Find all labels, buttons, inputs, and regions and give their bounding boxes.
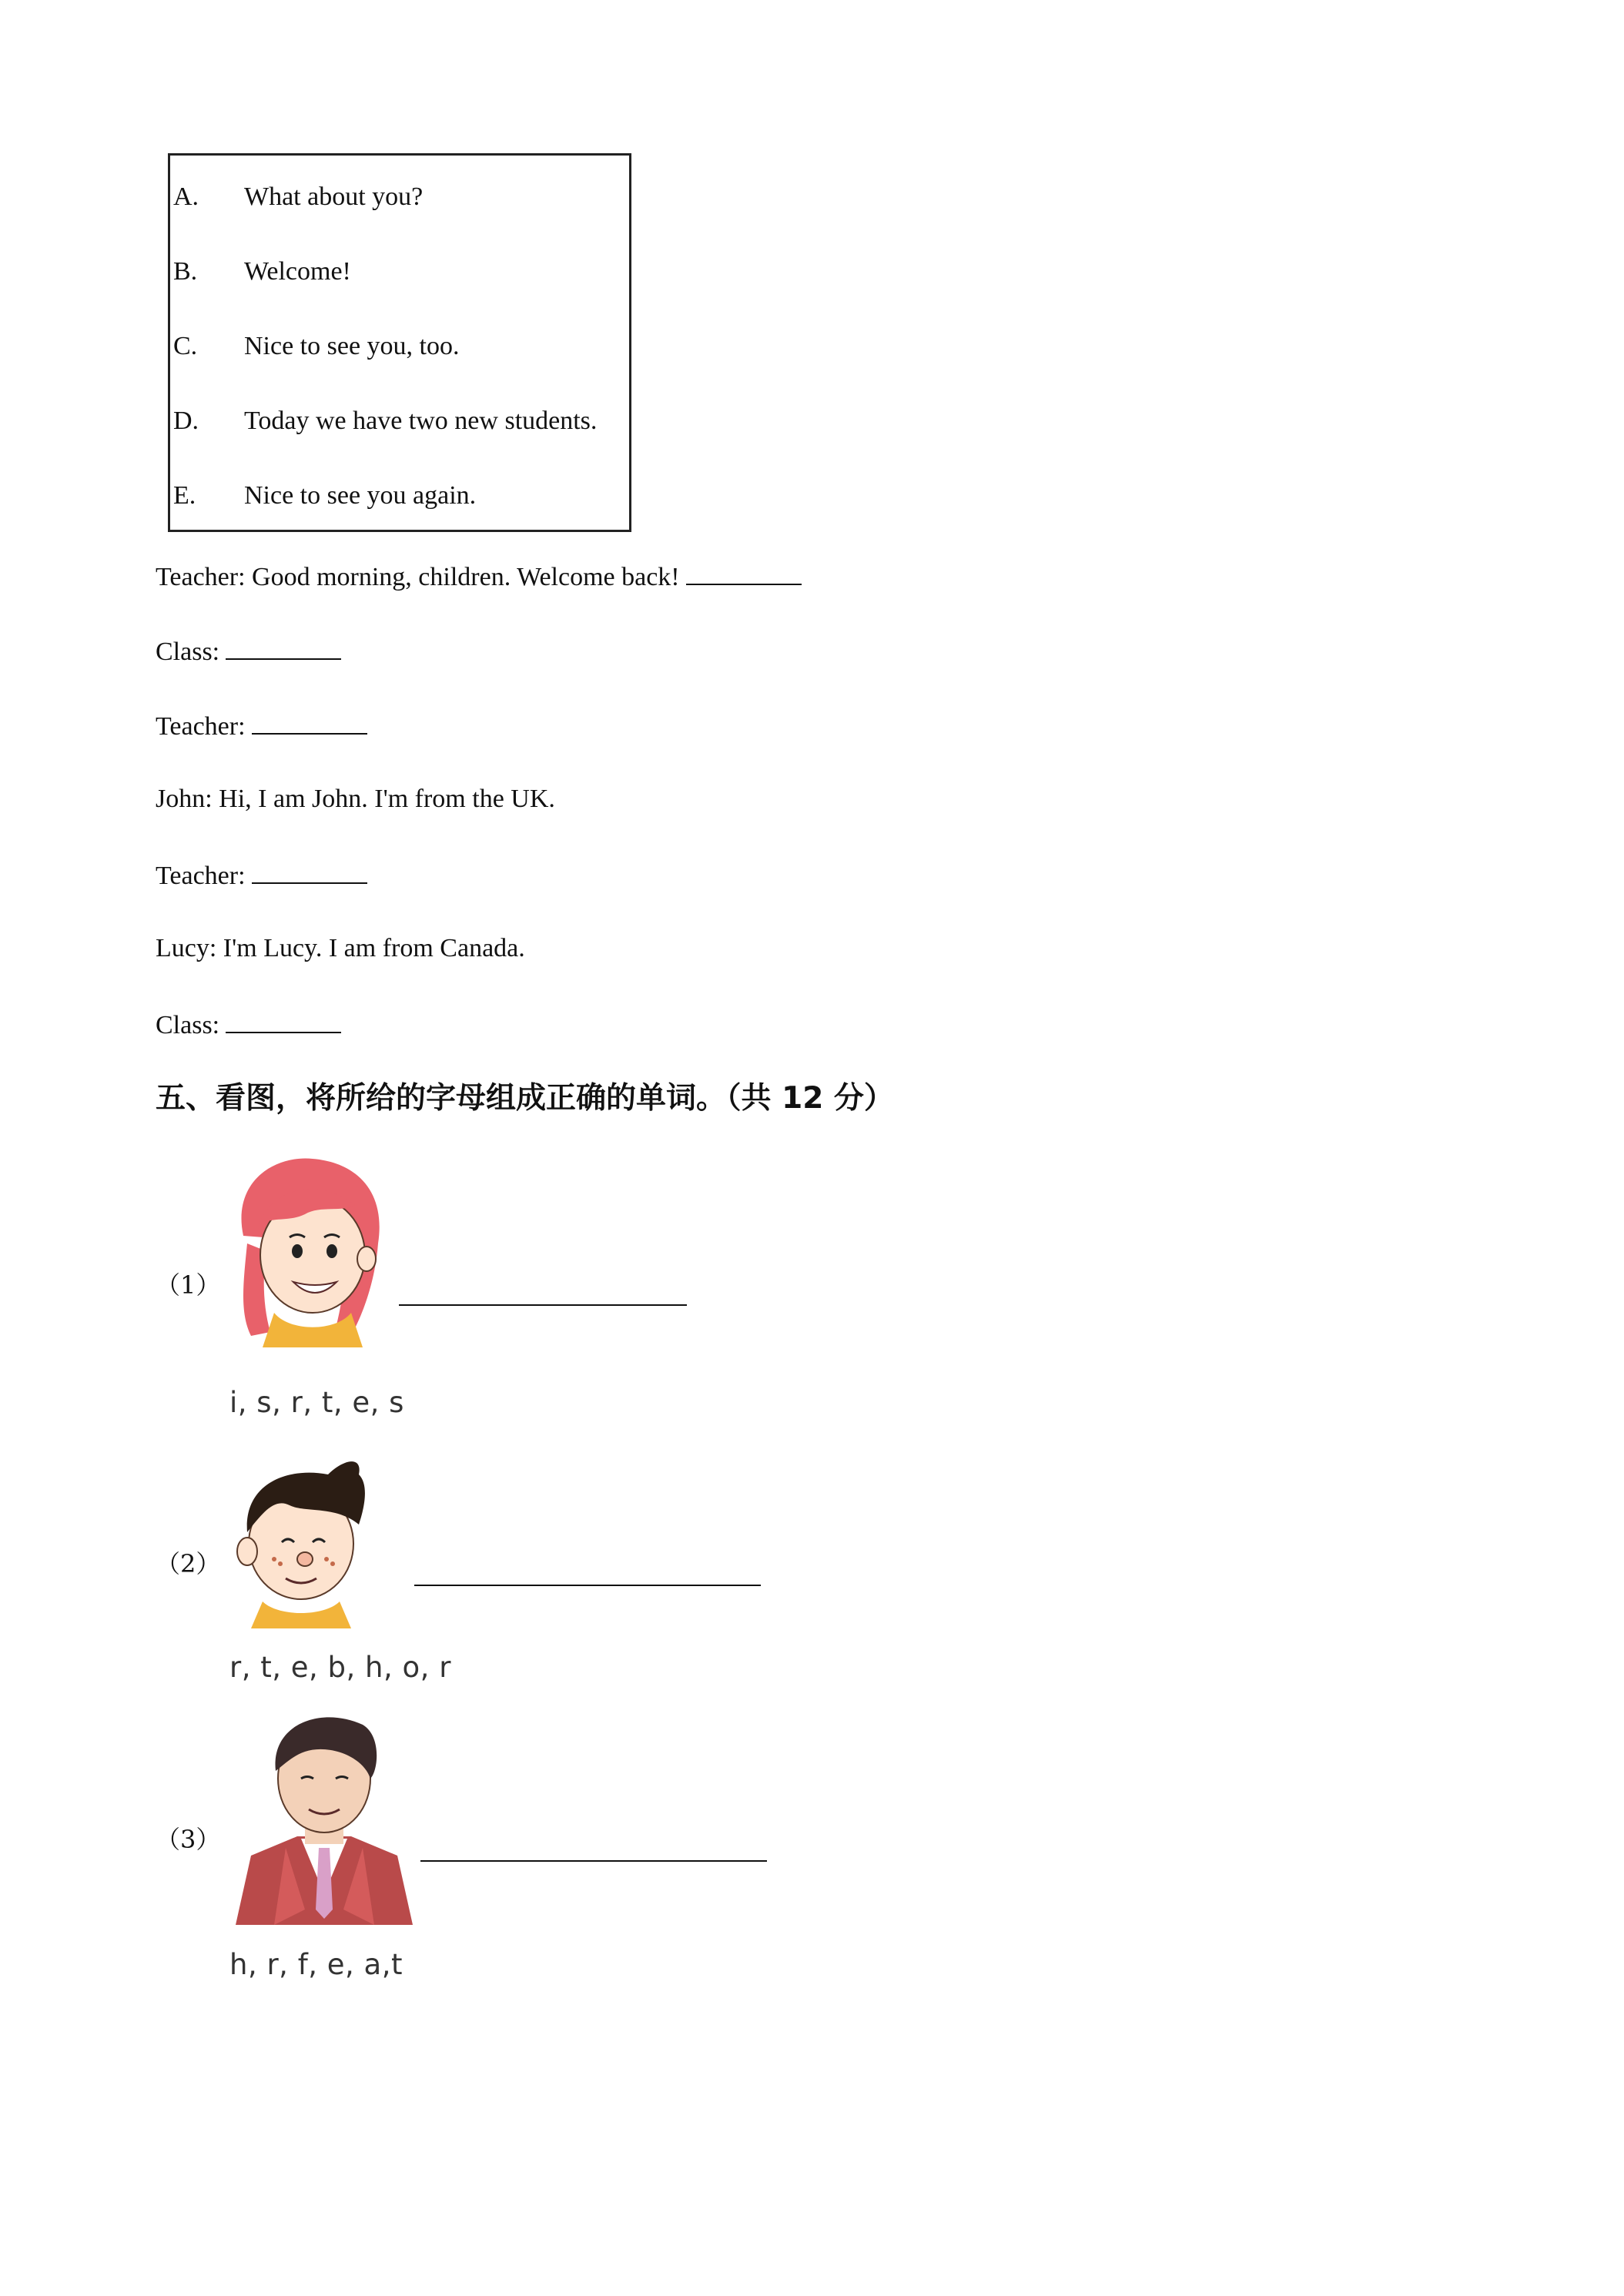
option-a — [173, 182, 423, 212]
letter-hint: h, r, f, e, a,t — [229, 1948, 403, 1981]
option-d — [173, 407, 597, 436]
answer-blank[interactable] — [226, 635, 341, 660]
dialogue-text: Teacher: — [156, 712, 246, 741]
dialogue-line — [156, 561, 802, 592]
dialogue-text: Class: — [156, 638, 220, 666]
answer-line[interactable] — [399, 1304, 687, 1306]
option-letter: E. — [173, 481, 196, 510]
dialogue-text: John: Hi, I am John. I'm from the UK. — [156, 785, 555, 813]
dialogue-line — [156, 785, 555, 814]
option-letter: C. — [173, 332, 198, 360]
option-text: Today we have two new students. — [244, 407, 598, 435]
option-letter: B. — [173, 257, 198, 286]
option-text: What about you? — [244, 182, 424, 211]
option-e — [173, 481, 476, 510]
option-letter: D. — [173, 407, 199, 435]
section-title: 五、看图，将所给的字母组成正确的单词。（共 12 分） — [156, 1081, 894, 1116]
letter-hint: i, s, r, t, e, s — [229, 1386, 404, 1419]
answer-line[interactable] — [414, 1585, 761, 1586]
dialogue-line — [156, 635, 341, 667]
answer-line[interactable] — [420, 1860, 767, 1862]
man-picture — [228, 1702, 420, 1925]
option-text: Nice to see you, too. — [244, 332, 460, 360]
question-number: （1） — [156, 1270, 221, 1300]
answer-blank[interactable] — [226, 1009, 341, 1033]
dialogue-text: Class: — [156, 1011, 220, 1039]
answer-blank[interactable] — [252, 710, 367, 735]
option-text: Nice to see you again. — [244, 481, 477, 510]
boy-picture — [228, 1451, 374, 1628]
dialogue-line — [156, 859, 367, 891]
dialogue-line — [156, 1009, 341, 1040]
girl-picture — [228, 1151, 390, 1347]
answer-blank[interactable] — [252, 859, 367, 884]
options-box — [168, 153, 631, 532]
dialogue-text: Teacher: — [156, 862, 246, 890]
dialogue-line — [156, 934, 525, 963]
option-b — [173, 257, 351, 286]
option-c — [173, 332, 460, 361]
dialogue-text: Teacher: Good morning, children. Welcome back! — [156, 563, 680, 591]
letter-hint: r, t, e, b, h, o, r — [229, 1651, 451, 1684]
answer-blank[interactable] — [686, 561, 802, 585]
dialogue-text: Lucy: I'm Lucy. I am from Canada. — [156, 934, 525, 962]
option-text: Welcome! — [244, 257, 351, 286]
option-letter: A. — [173, 182, 199, 211]
dialogue-line — [156, 710, 367, 741]
question-number: （2） — [156, 1549, 221, 1578]
question-number: （3） — [156, 1825, 221, 1854]
